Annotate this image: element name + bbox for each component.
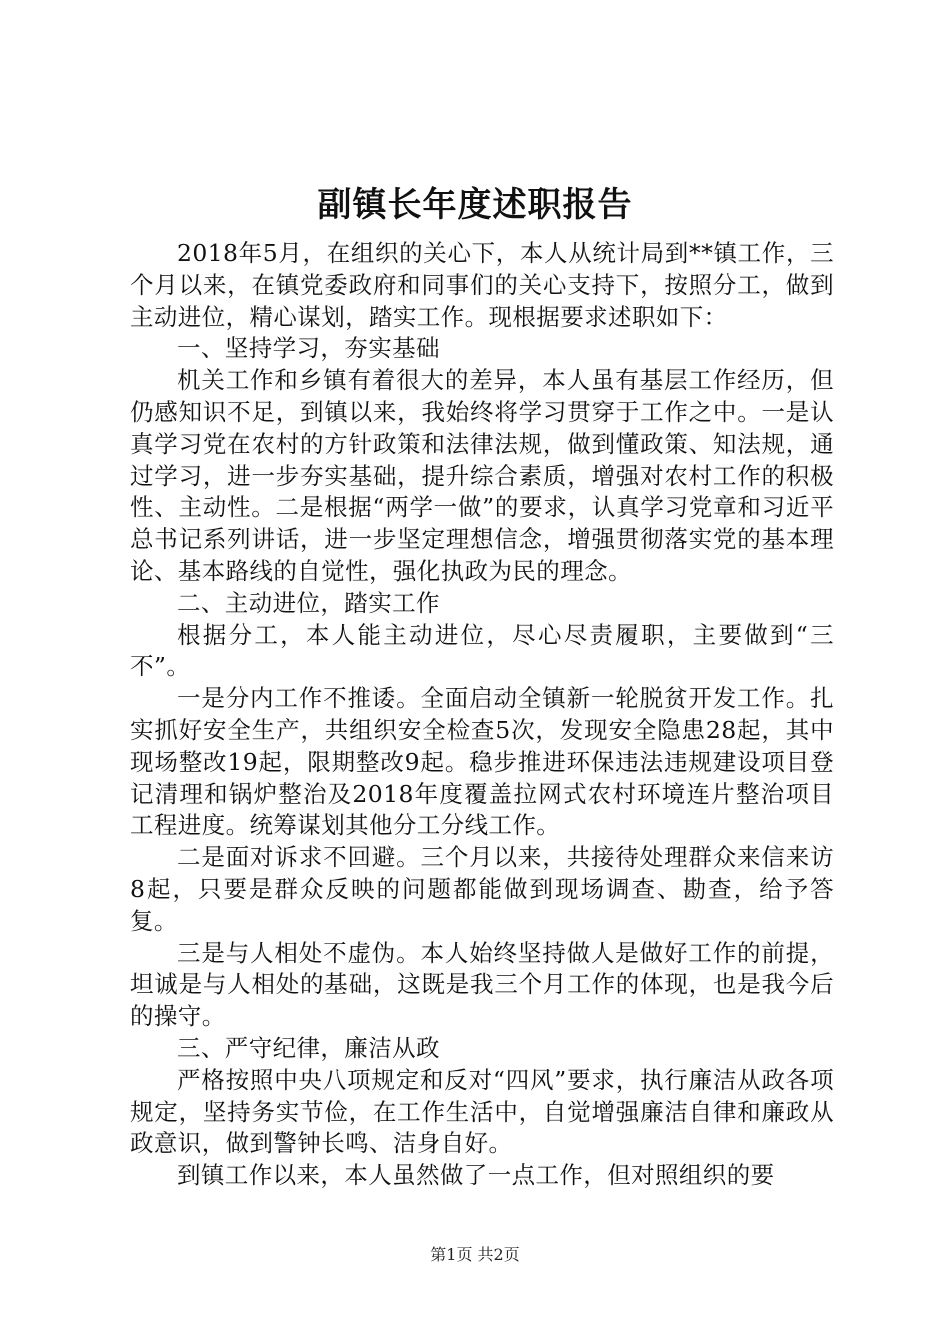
page-number-footer: 第1页 共2页 xyxy=(430,1245,520,1264)
section-2-point-1: 一是分内工作不推诿。全面启动全镇新一轮脱贫开发工作。扎实抓好安全生产，共组织安全检查5次，发现安全隐患28起，其中现场整改19起，限期整改9起。稳步推进环保违法违规建设项目登记清理和锅炉整治及2018年度覆盖拉网式农村环境连片整治项目工程进度。统筹谋划其他分工分线工作。 xyxy=(130,684,834,840)
document-title: 副镇长年度述职报告 xyxy=(317,185,633,225)
section-heading-1: 一、坚持学习，夯实基础 xyxy=(177,334,440,363)
section-heading-3: 三、严守纪律，廉洁从政 xyxy=(177,1033,440,1062)
closing-paragraph-partial: 到镇工作以来，本人虽然做了一点工作，但对照组织的要 xyxy=(177,1161,775,1190)
section-2-intro-paragraph: 根据分工，本人能主动进位，尽心尽责履职，主要做到“三不”。 xyxy=(130,620,834,681)
section-3-paragraph: 严格按照中央八项规定和反对“四风”要求，执行廉洁从政各项规定，坚持务实节俭，在工作生活中，自觉增强廉洁自律和廉政从政意识，做到警钟长鸣、洁身自好。 xyxy=(130,1065,834,1158)
section-2-point-2: 二是面对诉求不回避。三个月以来，共接待处理群众来信来访8起，只要是群众反映的问题都能做到现场调查、勘查，给予答复。 xyxy=(130,843,834,935)
section-1-paragraph: 机关工作和乡镇有着很大的差异，本人虽有基层工作经历，但仍感知识不足，到镇以来，我始终将学习贯穿于工作之中。一是认真学习党在农村的方针政策和法律法规，做到懂政策、知法规，通过学习，进一步夯实基础，提升综合素质，增强对农村工作的积极性、主动性。二是根据“两学一做”的要求，认真学习党章和习近平总书记系列讲话，进一步坚定理想信念，增强贯彻落实党的基本理论、基本路线的自觉性，强化执政为民的理念。 xyxy=(130,366,834,585)
intro-paragraph: 2018年5月，在组织的关心下，本人从统计局到**镇工作，三个月以来，在镇党委政府和同事们的关心支持下，按照分工，做到主动进位，精心谋划，踏实工作。现根据要求述职如下： xyxy=(130,239,834,331)
section-heading-2: 二、主动进位，踏实工作 xyxy=(177,588,440,617)
document-body xyxy=(130,238,834,1192)
section-2-point-3: 三是与人相处不虚伪。本人始终坚持做人是做好工作的前提，坦诚是与人相处的基础，这既是我三个月工作的体现，也是我今后的操守。 xyxy=(130,938,834,1031)
